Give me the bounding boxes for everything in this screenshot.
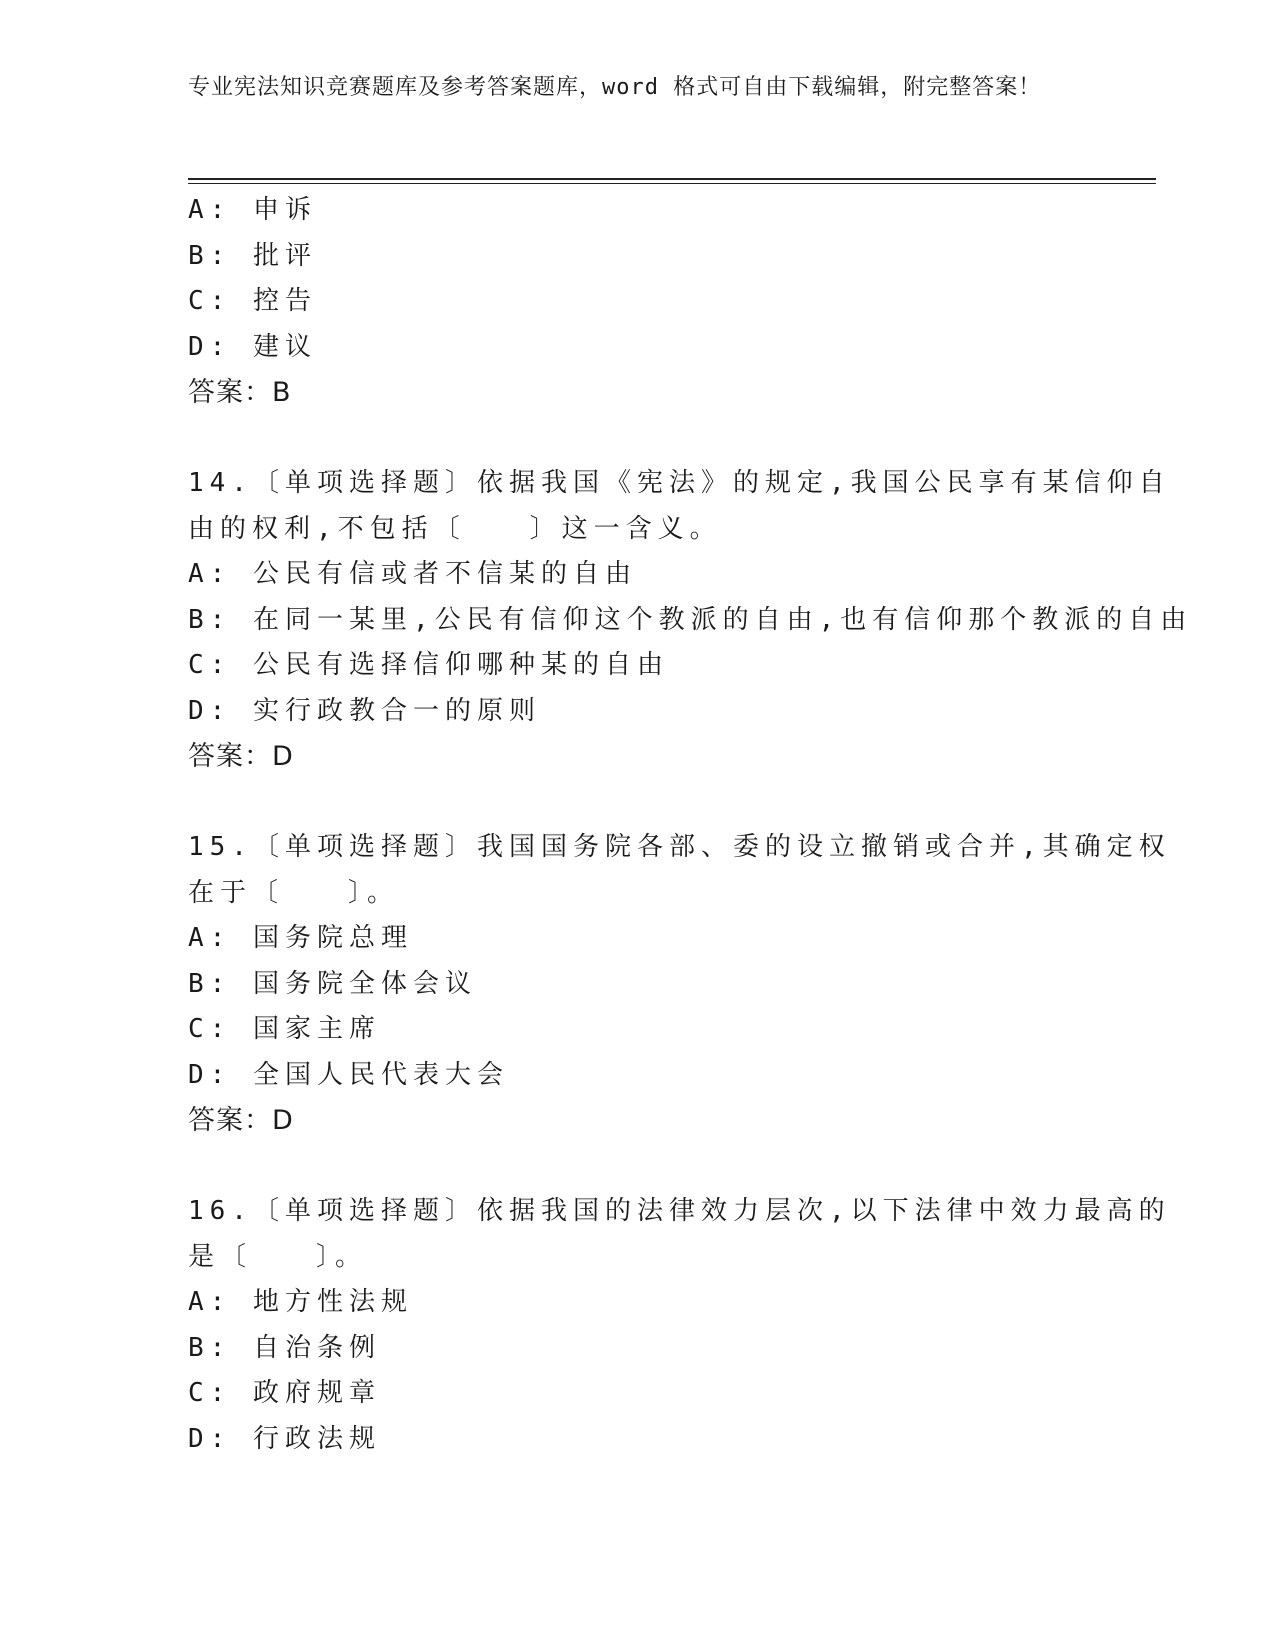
answer-line: 答案：D [188,1105,294,1136]
option-c: C: 政府规章 [188,1378,381,1408]
question-stem: 16.〔单项选择题〕依据我国的法律效力层次,以下法律中效力最高的 [188,1196,1171,1226]
option-a: A: 公民有信或者不信某的自由 [188,559,637,589]
question-stem: 在于〔 〕。 [188,877,400,908]
option-a: A: 申诉 [188,195,317,225]
question-13-continued [188,188,1088,416]
option-a: A: 地方性法规 [188,1287,413,1317]
option-d: D: 建议 [188,331,317,362]
spacer [188,416,1088,462]
option-c: C: 控告 [188,286,317,316]
option-a: A: 国务院总理 [188,923,413,953]
option-d: D: 实行政教合一的原则 [188,695,541,726]
question-14 [188,461,1193,780]
option-c: C: 国家主席 [188,1014,381,1044]
option-b: B: 批评 [188,240,317,271]
answer-line: 答案：D [188,741,294,772]
document-header [188,72,1068,104]
option-c: C: 公民有选择信仰哪种某的自由 [188,650,669,680]
document-body [188,188,1193,1462]
question-stem: 是〔 〕。 [188,1241,368,1272]
question-15 [188,825,1171,1144]
question-16 [188,1189,1171,1462]
option-b: B: 自治条例 [188,1332,381,1363]
option-b: B: 国务院全体会议 [188,968,477,999]
option-b: B: 在同一某里,公民有信仰这个教派的自由,也有信仰那个教派的自由 [188,604,1193,635]
question-stem: 14.〔单项选择题〕依据我国《宪法》的规定,我国公民享有某信仰自 [188,468,1171,498]
option-d: D: 全国人民代表大会 [188,1059,509,1090]
header-rule-thick [188,178,1156,180]
answer-line: 答案：B [188,377,292,408]
header-rule-thin [188,183,1156,184]
spacer [188,1144,1088,1190]
option-d: D: 行政法规 [188,1423,381,1454]
header-title: 专业宪法知识竞赛题库及参考答案题库，word 格式可自由下载编辑，附完整答案！ [188,75,1042,100]
question-stem: 由的权利,不包括〔 〕这一含义。 [188,513,722,544]
question-stem: 15.〔单项选择题〕我国国务院各部、委的设立撤销或合并,其确定权 [188,832,1171,862]
spacer [188,780,1088,826]
